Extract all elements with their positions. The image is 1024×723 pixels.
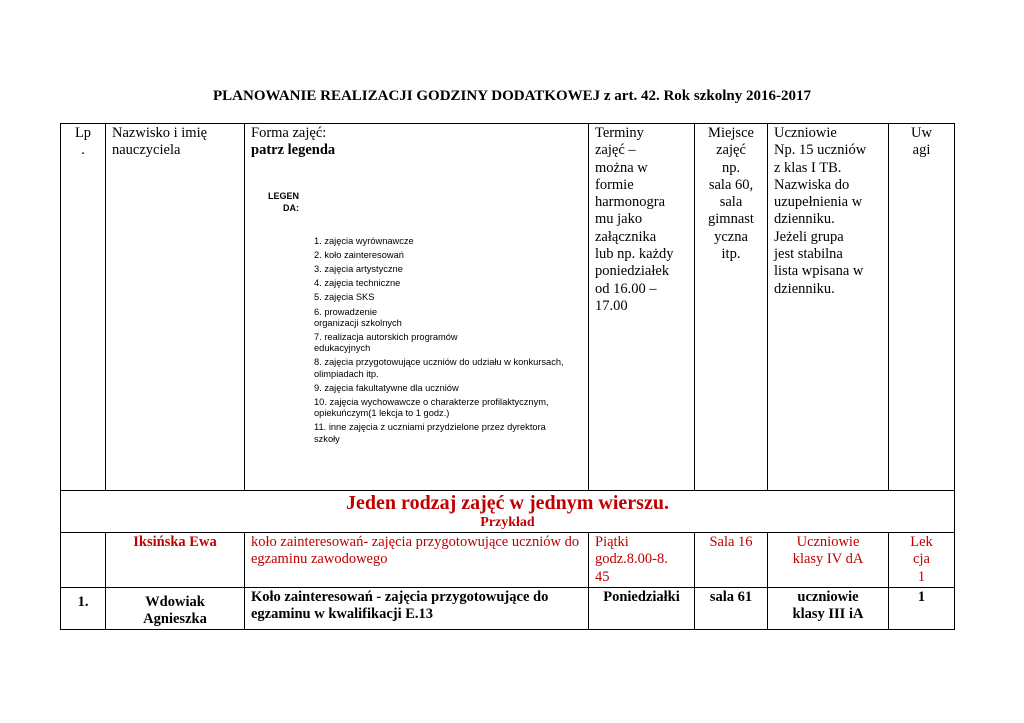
page-title: PLANOWANIE REALIZACJI GODZINY DODATKOWEJ z art. 42. Rok szkolny 2016-2017 [213, 88, 811, 104]
header-miejsce [695, 124, 768, 491]
example-uczniowie-line: klasy IV dA [792, 551, 864, 568]
legend-item: 2. koło zainteresowań [314, 249, 404, 260]
example-uwagi-line: 1 [917, 568, 926, 585]
example-terminy-line: Piątki [595, 534, 629, 550]
header-lp-line: Lp [74, 125, 92, 141]
legend-item: 10. zajęcia wychowawcze o charakterze profilaktycznym, opiekuńczym(1 lekcja to 1 godz.) [314, 397, 549, 419]
row-forma: Koło zainteresowań - zajęcia przygotowujące do egzaminu w kwalifikacji E.13 [245, 587, 589, 630]
header-uwagi-line: Uw [911, 125, 932, 141]
header-terminy-line: zajęć – [595, 142, 636, 159]
header-forma-hint: patrz legenda [251, 142, 336, 159]
row-lp: 1. [61, 587, 106, 630]
header-uczniowie-line: z klas I TB. [774, 159, 842, 176]
header-uczniowie-line: Nazwiska do [774, 176, 850, 193]
row-miejsce: sala 61 [695, 587, 768, 630]
example-lp [61, 533, 106, 588]
example-forma: koło zainteresowań- zajęcia przygotowujące uczniów do egzaminu zawodowego [245, 533, 589, 588]
header-row [61, 124, 955, 491]
header-terminy-line: od 16.00 – [595, 280, 657, 297]
header-uwagi-line: agi [912, 142, 931, 159]
header-forma [245, 124, 589, 491]
header-miejsce-line: yczna [714, 228, 748, 245]
legend-title-line: LEGEN [267, 190, 299, 201]
header-uczniowie-line: dzienniku. [774, 280, 835, 297]
header-terminy-line: poniedziałek [595, 263, 670, 280]
header-forma-label: Forma zajęć: [251, 125, 327, 141]
note-sub: Przykład [480, 515, 535, 530]
plan-table [60, 123, 955, 630]
legend-title-line: DA: [283, 202, 299, 213]
example-miejsce: Sala 16 [695, 533, 768, 588]
legend-title [259, 190, 299, 214]
header-miejsce-line: itp. [721, 246, 741, 263]
header-uwagi [889, 124, 955, 491]
header-name-line: nauczyciela [112, 142, 181, 159]
row-uczniowie-line: klasy III iA [792, 606, 864, 623]
header-name-line: Nazwisko i imię [112, 125, 208, 141]
legend-item: 1. zajęcia wyrównawcze [314, 235, 414, 246]
header-terminy-line: mu jako [595, 211, 643, 228]
header-miejsce-line: Miejsce [708, 125, 754, 141]
header-miejsce-line: sala [719, 194, 743, 211]
header-uczniowie-line: Jeżeli grupa [774, 228, 844, 245]
header-miejsce-line: zajęć [716, 142, 746, 159]
header-terminy-line: formie [595, 176, 634, 193]
example-uwagi-line: cja [913, 551, 930, 568]
header-uczniowie [768, 124, 889, 491]
header-miejsce-line: gimnast [708, 211, 754, 228]
example-terminy-line: godz.8.00-8. [595, 551, 668, 568]
header-terminy-line: 17.00 [595, 297, 628, 314]
header-miejsce-line: sala 60, [708, 176, 754, 193]
header-uczniowie-line: Np. 15 uczniów [774, 142, 867, 159]
header-miejsce-line: np. [721, 159, 741, 176]
example-terminy-line: 45 [595, 568, 610, 585]
note-cell [61, 491, 955, 533]
example-uwagi [889, 533, 955, 588]
legend-item: 7. realizacja autorskich programów edukacyjnych [314, 332, 458, 354]
header-terminy-line: załącznika [595, 228, 657, 245]
row-uczniowie [768, 587, 889, 630]
example-name: Iksińska Ewa [106, 533, 245, 588]
header-terminy-line: harmonogra [595, 194, 666, 211]
note-row [61, 491, 955, 533]
header-terminy-line: lub np. każdy [595, 246, 674, 263]
row-uczniowie-line: uczniowie [797, 588, 859, 605]
legend-item: 4. zajęcia techniczne [314, 278, 401, 289]
note-main: Jeden rodzaj zajęć w jednym wierszu. [346, 492, 669, 514]
header-lp [61, 124, 106, 491]
example-terminy [589, 533, 695, 588]
legend-item: 6. prowadzenie organizacji szkolnych [314, 306, 402, 328]
example-row [61, 533, 955, 588]
header-name [106, 124, 245, 491]
header-terminy-line: Terminy [595, 125, 644, 141]
legend-item: 5. zajęcia SKS [314, 292, 375, 303]
header-lp-line: . [81, 142, 85, 159]
row-uwagi: 1 [889, 587, 955, 630]
legend-item: 9. zajęcia fakultatywne dla uczniów [314, 382, 459, 393]
header-uczniowie-line: dzienniku. [774, 211, 835, 228]
header-uczniowie-line: uzupełnienia w [774, 194, 863, 211]
table-row [61, 587, 955, 630]
header-uczniowie-line: jest stabilna [774, 246, 843, 263]
header-terminy [589, 124, 695, 491]
example-uczniowie [768, 533, 889, 588]
legend-item: 11. inne zajęcia z uczniami przydzielone przez dyrektora szkoły [314, 422, 546, 444]
legend-list [314, 236, 582, 452]
header-terminy-line: można w [595, 159, 648, 176]
row-terminy: Poniedziałki [589, 587, 695, 630]
legend-item: 8. zajęcia przygotowujące uczniów do udziału w konkursach, olimpiadach itp. [314, 357, 564, 379]
header-uczniowie-line: lista wpisana w [774, 263, 864, 280]
legend-item: 3. zajęcia artystyczne [314, 264, 403, 274]
row-name: Wdowiak Agnieszka [106, 587, 245, 630]
example-uwagi-line: Lek [910, 534, 933, 550]
header-uczniowie-line: Uczniowie [774, 125, 837, 141]
example-uczniowie-line: Uczniowie [796, 534, 860, 550]
